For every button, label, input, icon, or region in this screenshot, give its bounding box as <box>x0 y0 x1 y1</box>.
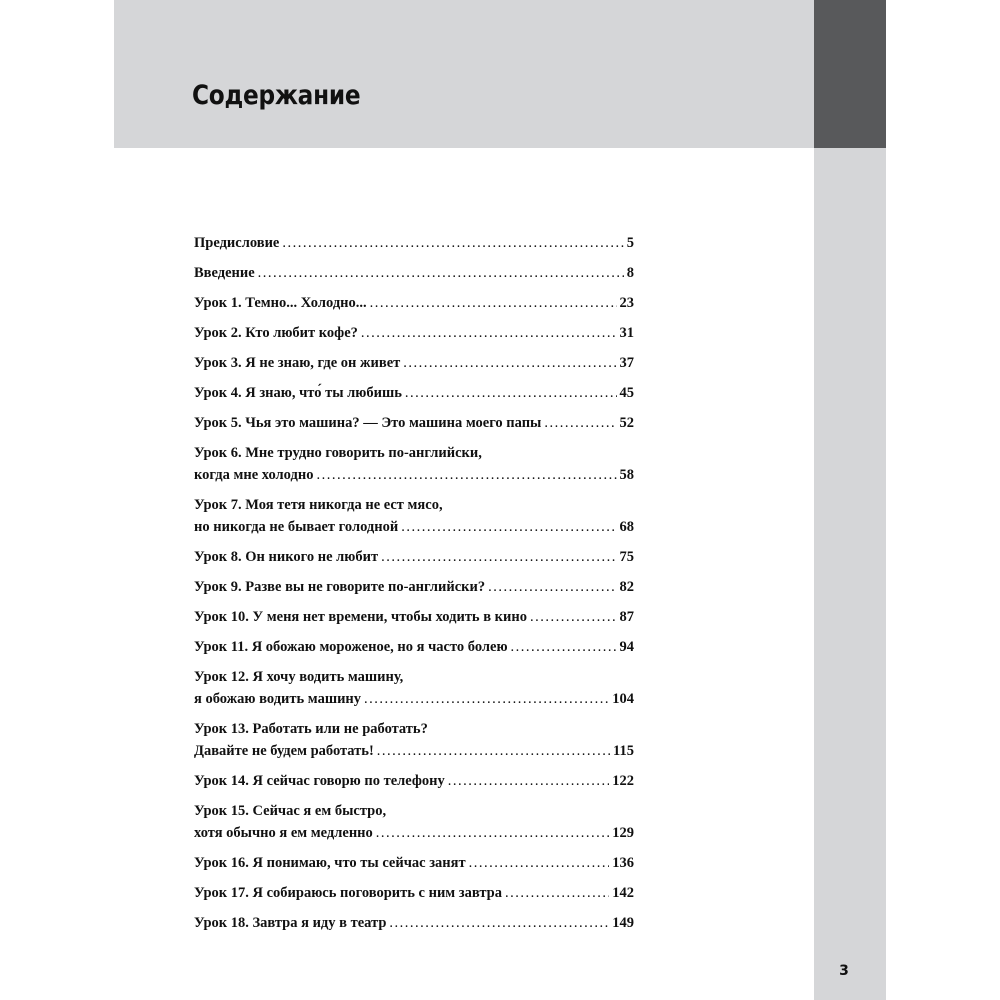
toc-entry-title: Урок 2. Кто любит кофе? <box>194 325 358 341</box>
toc-entry[interactable] <box>194 262 634 284</box>
toc-entry-title: Урок 10. У меня нет времени, чтобы ходить в кино <box>194 609 527 625</box>
toc-entry-title: Введение <box>194 265 255 281</box>
toc-entry[interactable] <box>194 800 634 844</box>
toc-entry-title: Предисловие <box>194 235 280 251</box>
dot-leader <box>469 852 610 874</box>
toc-entry[interactable] <box>194 546 634 568</box>
side-tab-light <box>814 148 886 1000</box>
toc-entry[interactable] <box>194 770 634 792</box>
toc-entry-page-number: 52 <box>619 415 634 431</box>
toc-entry[interactable] <box>194 852 634 874</box>
toc-entry-line <box>194 576 634 598</box>
toc-entry[interactable] <box>194 636 634 658</box>
toc-entry-line <box>194 546 634 568</box>
toc-entry-line <box>194 292 634 314</box>
toc-entry-page-number: 75 <box>619 549 634 565</box>
toc-entry-line <box>194 636 634 658</box>
table-of-contents <box>194 232 634 942</box>
toc-entry[interactable] <box>194 882 634 904</box>
toc-entry-page-number: 82 <box>619 579 634 595</box>
toc-entry-page-number: 87 <box>619 609 634 625</box>
dot-leader <box>448 770 609 792</box>
dot-leader <box>258 262 624 284</box>
toc-entry-title: Урок 18. Завтра я иду в театр <box>194 915 387 931</box>
toc-entry[interactable] <box>194 322 634 344</box>
toc-entry-line <box>194 852 634 874</box>
toc-entry[interactable] <box>194 292 634 314</box>
toc-entry[interactable] <box>194 606 634 628</box>
toc-entry-title: Урок 16. Я понимаю, что ты сейчас занят <box>194 855 466 871</box>
dot-leader <box>381 546 616 568</box>
toc-entry[interactable] <box>194 666 634 710</box>
dot-leader <box>377 740 610 762</box>
toc-entry-page-number: 94 <box>619 639 634 655</box>
dot-leader <box>364 688 609 710</box>
toc-entry-page-number: 149 <box>612 915 634 931</box>
toc-entry-title: Урок 17. Я собираюсь поговорить с ним завтра <box>194 885 502 901</box>
toc-entry-title: я обожаю водить машину <box>194 691 362 707</box>
toc-entry-page-number: 31 <box>619 325 634 341</box>
dot-leader <box>361 322 617 344</box>
page-title: Содержание <box>192 80 361 111</box>
toc-entry[interactable] <box>194 352 634 374</box>
toc-entry-title: Урок 3. Я не знаю, где он живет <box>194 355 401 371</box>
dot-leader <box>370 292 617 314</box>
dot-leader <box>488 576 616 598</box>
dot-leader <box>282 232 623 254</box>
toc-entry-line <box>194 262 634 284</box>
toc-entry-page-number: 58 <box>619 467 634 483</box>
dot-leader <box>401 516 616 538</box>
toc-entry-line <box>194 606 634 628</box>
toc-entry-title: но никогда не бывает голодной <box>194 519 399 535</box>
toc-entry-line <box>194 382 634 404</box>
toc-entry-title: хотя обычно я ем медленно <box>194 825 373 841</box>
toc-entry-line <box>194 822 634 844</box>
toc-entry-page-number: 8 <box>626 265 634 281</box>
toc-entry[interactable] <box>194 232 634 254</box>
toc-entry-title: Урок 4. Я знаю, что́ ты любишь <box>194 385 402 401</box>
page-number: 3 <box>839 963 849 979</box>
toc-entry-line <box>194 516 634 538</box>
dot-leader <box>530 606 617 628</box>
side-tab-dark <box>814 0 886 148</box>
toc-entry-page-number: 104 <box>612 691 634 707</box>
toc-entry-line <box>194 352 634 374</box>
toc-entry-first-line: Урок 12. Я хочу водить машину, <box>194 669 404 685</box>
toc-entry-line <box>194 740 634 762</box>
dot-leader <box>544 412 616 434</box>
dot-leader <box>405 382 617 404</box>
toc-entry[interactable] <box>194 494 634 538</box>
dot-leader <box>316 464 616 486</box>
dot-leader <box>511 636 617 658</box>
toc-entry-page-number: 23 <box>619 295 634 311</box>
toc-entry-first-line: Урок 6. Мне трудно говорить по-английски, <box>194 445 482 461</box>
toc-entry-page-number: 45 <box>619 385 634 401</box>
dot-leader <box>376 822 609 844</box>
toc-entry-page-number: 142 <box>612 885 634 901</box>
toc-entry[interactable] <box>194 912 634 934</box>
toc-entry-title: Урок 5. Чья это машина? — Это машина моего папы <box>194 415 542 431</box>
toc-entry-first-line: Урок 7. Моя тетя никогда не ест мясо, <box>194 497 443 513</box>
toc-entry-line <box>194 770 634 792</box>
toc-entry-first-line: Урок 15. Сейчас я ем быстро, <box>194 803 387 819</box>
toc-entry[interactable] <box>194 576 634 598</box>
toc-entry-first-line: Урок 13. Работать или не работать? <box>194 721 428 737</box>
toc-entry-line <box>194 882 634 904</box>
toc-entry-page-number: 115 <box>613 743 634 759</box>
toc-entry-page-number: 68 <box>619 519 634 535</box>
dot-leader <box>505 882 609 904</box>
toc-entry-title: Урок 14. Я сейчас говорю по телефону <box>194 773 445 789</box>
toc-entry-page-number: 5 <box>626 235 634 251</box>
toc-entry-title: Урок 8. Он никого не любит <box>194 549 379 565</box>
toc-entry[interactable] <box>194 442 634 486</box>
toc-entry-title: Давайте не будем работать! <box>194 743 374 759</box>
toc-entry-title: Урок 11. Я обожаю мороженое, но я часто болею <box>194 639 508 655</box>
toc-entry[interactable] <box>194 382 634 404</box>
header-band <box>114 0 814 148</box>
toc-entry-title: когда мне холодно <box>194 467 314 483</box>
toc-entry-line <box>194 322 634 344</box>
toc-entry-page-number: 129 <box>612 825 634 841</box>
toc-entry[interactable] <box>194 412 634 434</box>
toc-entry-line <box>194 464 634 486</box>
toc-entry[interactable] <box>194 718 634 762</box>
toc-entry-page-number: 136 <box>612 855 634 871</box>
toc-entry-page-number: 37 <box>619 355 634 371</box>
toc-entry-title: Урок 9. Разве вы не говорите по-английски? <box>194 579 486 595</box>
toc-entry-line <box>194 912 634 934</box>
toc-entry-line <box>194 232 634 254</box>
toc-entry-title: Урок 1. Темно... Холодно... <box>194 295 367 311</box>
toc-entry-line <box>194 688 634 710</box>
dot-leader <box>403 352 616 374</box>
toc-entry-page-number: 122 <box>612 773 634 789</box>
dot-leader <box>389 912 609 934</box>
toc-entry-line <box>194 412 634 434</box>
